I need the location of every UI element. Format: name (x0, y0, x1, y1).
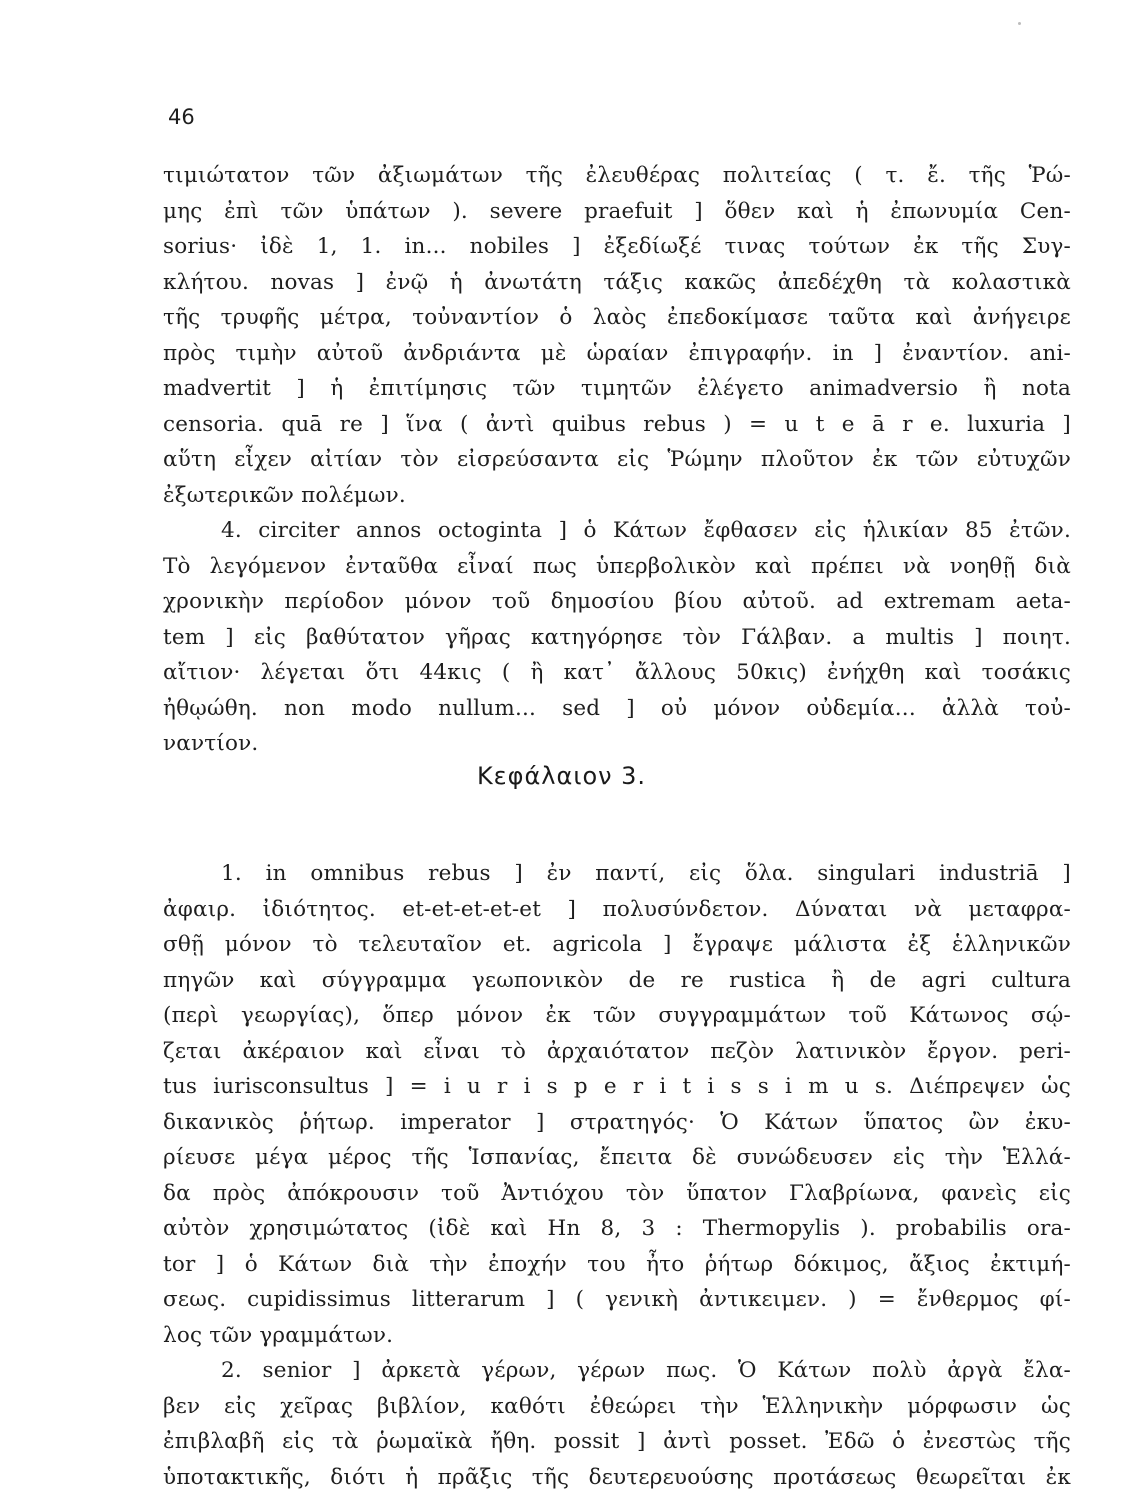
text-line: ἠθῳώθη. non modo nullum... sed ] οὐ μόνον οὐδεμία... ἀλλὰ τοὐ- (163, 695, 1071, 721)
text-line: tor ] ὁ Κάτων διὰ τὴν ἐποχήν του ἦτο ῥήτωρ δόκιμος, ἄξιος ἐκτιμή- (163, 1251, 1071, 1277)
text-line: λος τῶν γραμμάτων. (163, 1322, 394, 1348)
text-line: tem ] εἰς βαθύτατον γῆρας κατηγόρησε τὸν Γάλβαν. a multis ] ποιητ. (163, 624, 1071, 650)
text-line: τῆς τρυφῆς μέτρα, τοὐναντίον ὁ λαὸς ἐπεδοκίμασε ταῦτα καὶ ἀνήγειρε (163, 305, 1071, 330)
text-line: ἐπιβλαβῆ εἰς τὰ ῥωμαϊκὰ ἤθη. possit ] ἀντὶ posset. Ἐδῶ ὁ ἐνεστὼς τῆς (163, 1429, 1071, 1454)
text-line: ὑποτακτικῆς, διότι ἡ πρᾶξις τῆς δευτερευούσης προτάσεως θεωρεῖται ἐκ (163, 1464, 1071, 1490)
chapter-heading: Κεφάλαιον 3. (476, 762, 647, 790)
text-line: 1. in omnibus rebus ] ἐν παντί, εἰς ὅλα. singulari industriā ] (221, 861, 1071, 886)
text-line: ἀφαιρ. ἰδιότητος. et-et-et-et-et ] πολυσύνδετον. Δύναται νὰ μεταφρα- (163, 896, 1071, 922)
text-line: madvertit ] ἡ ἐπιτίμησις τῶν τιμητῶν ἐλέγετο animadversio ἢ nota (163, 376, 1071, 401)
text-line: censoria. quā re ] ἵνα ( ἀντὶ quibus rebus ) = u t e ā r e. luxuria ] (163, 411, 1071, 437)
text-line: ἐξωτερικῶν πολέμων. (163, 482, 406, 508)
text-line: χρονικὴν περίοδον μόνον τοῦ δημοσίου βίου αὐτοῦ. ad extremam aeta- (163, 589, 1071, 614)
text-line: sorius· ἰδὲ 1, 1. in... nobiles ] ἐξεδίωξέ τινας τούτων ἐκ τῆς Συγ- (163, 234, 1071, 259)
text-line: (περὶ γεωργίας), ὅπερ μόνον ἐκ τῶν συγγραμμάτων τοῦ Κάτωνος σῴ- (163, 1003, 1071, 1028)
commentary-block-chapter-3 (163, 856, 1071, 1495)
text-line: τιμιώτατον τῶν ἀξιωμάτων τῆς ἐλευθέρας πολιτείας ( τ. ἔ. τῆς Ῥώ- (163, 163, 1071, 188)
text-line: σθῇ μόνον τὸ τελευταῖον et. agricola ] ἔγραψε μάλιστα ἐξ ἑλληνικῶν (163, 932, 1071, 957)
text-line: αὐτὸν χρησιμώτατος (ἰδὲ καὶ Hn 8, 3 : Thermopylis ). probabilis ora- (163, 1216, 1071, 1241)
text-line: σεως. cupidissimus litterarum ] ( γενικὴ ἀντικειμεν. ) = ἔνθερμος φί- (163, 1287, 1071, 1312)
text-line: ρίευσε μέγα μέρος τῆς Ἱσπανίας, ἔπειτα δὲ συνώδευσεν εἰς τὴν Ἑλλά- (163, 1145, 1071, 1170)
text-line: ναντίον. (163, 731, 259, 756)
text-line: αἴτιον· λέγεται ὅτι 44κις ( ἢ κατ᾽ ἄλλους 50κις) ἐνήχθη καὶ τοσάκις (163, 660, 1071, 685)
text-line: 2. senior ] ἀρκετὰ γέρων, γέρων πως. Ὁ Κάτων πολὺ ἀργὰ ἔλα- (221, 1358, 1071, 1383)
commentary-block-chapter-2 (163, 158, 1071, 762)
text-line: δικανικὸς ῥήτωρ. imperator ] στρατηγός· Ὁ Κάτων ὕπατος ὢν ἐκυ- (163, 1109, 1071, 1135)
text-line: πρὸς τιμὴν αὐτοῦ ἀνδριάντα μὲ ὡραίαν ἐπιγραφήν. in ] ἐναντίον. ani- (163, 340, 1071, 366)
text-line: αὕτη εἶχεν αἰτίαν τὸν εἰσρεύσαντα εἰς Ῥώμην πλοῦτον ἐκ τῶν εὐτυχῶν (163, 447, 1071, 472)
text-line: δα πρὸς ἀπόκρουσιν τοῦ Ἀντιόχου τὸν ὕπατον Γλαβρίωνα, φανεὶς εἰς (163, 1180, 1071, 1206)
text-line: tus iurisconsultus ] = i u r i s p e r i t i s s i m u s. Διέπρεψεν ὡς (163, 1074, 1071, 1099)
text-line: 4. circiter annos octoginta ] ὁ Κάτων ἔφθασεν εἰς ἡλικίαν 85 ἐτῶν. (221, 518, 1071, 543)
text-line: κλήτου. novas ] ἐνῷ ἡ ἀνωτάτη τάξις κακῶς ἀπεδέχθη τὰ κολαστικὰ (163, 269, 1071, 295)
text-line: μης ἐπὶ τῶν ὑπάτων ). severe praefuit ] ὅθεν καὶ ἡ ἐπωνυμία Cen- (163, 198, 1071, 224)
text-line: βεν εἰς χεῖρας βιβλίον, καθότι ἐθεώρει τὴν Ἑλληνικὴν μόρφωσιν ὡς (163, 1393, 1071, 1419)
text-line: ζεται ἀκέραιον καὶ εἶναι τὸ ἀρχαιότατον πεζὸν λατινικὸν ἔργον. peri- (163, 1038, 1071, 1064)
text-line: Τὸ λεγόμενον ἐνταῦθα εἶναί πως ὑπερβολικὸν καὶ πρέπει νὰ νοηθῇ διὰ (163, 553, 1071, 579)
text-line: πηγῶν καὶ σύγγραμμα γεωπονικὸν de re rustica ἢ de agri cultura (163, 967, 1071, 993)
scan-speck (1018, 22, 1021, 25)
page-number: 46 (168, 105, 195, 129)
